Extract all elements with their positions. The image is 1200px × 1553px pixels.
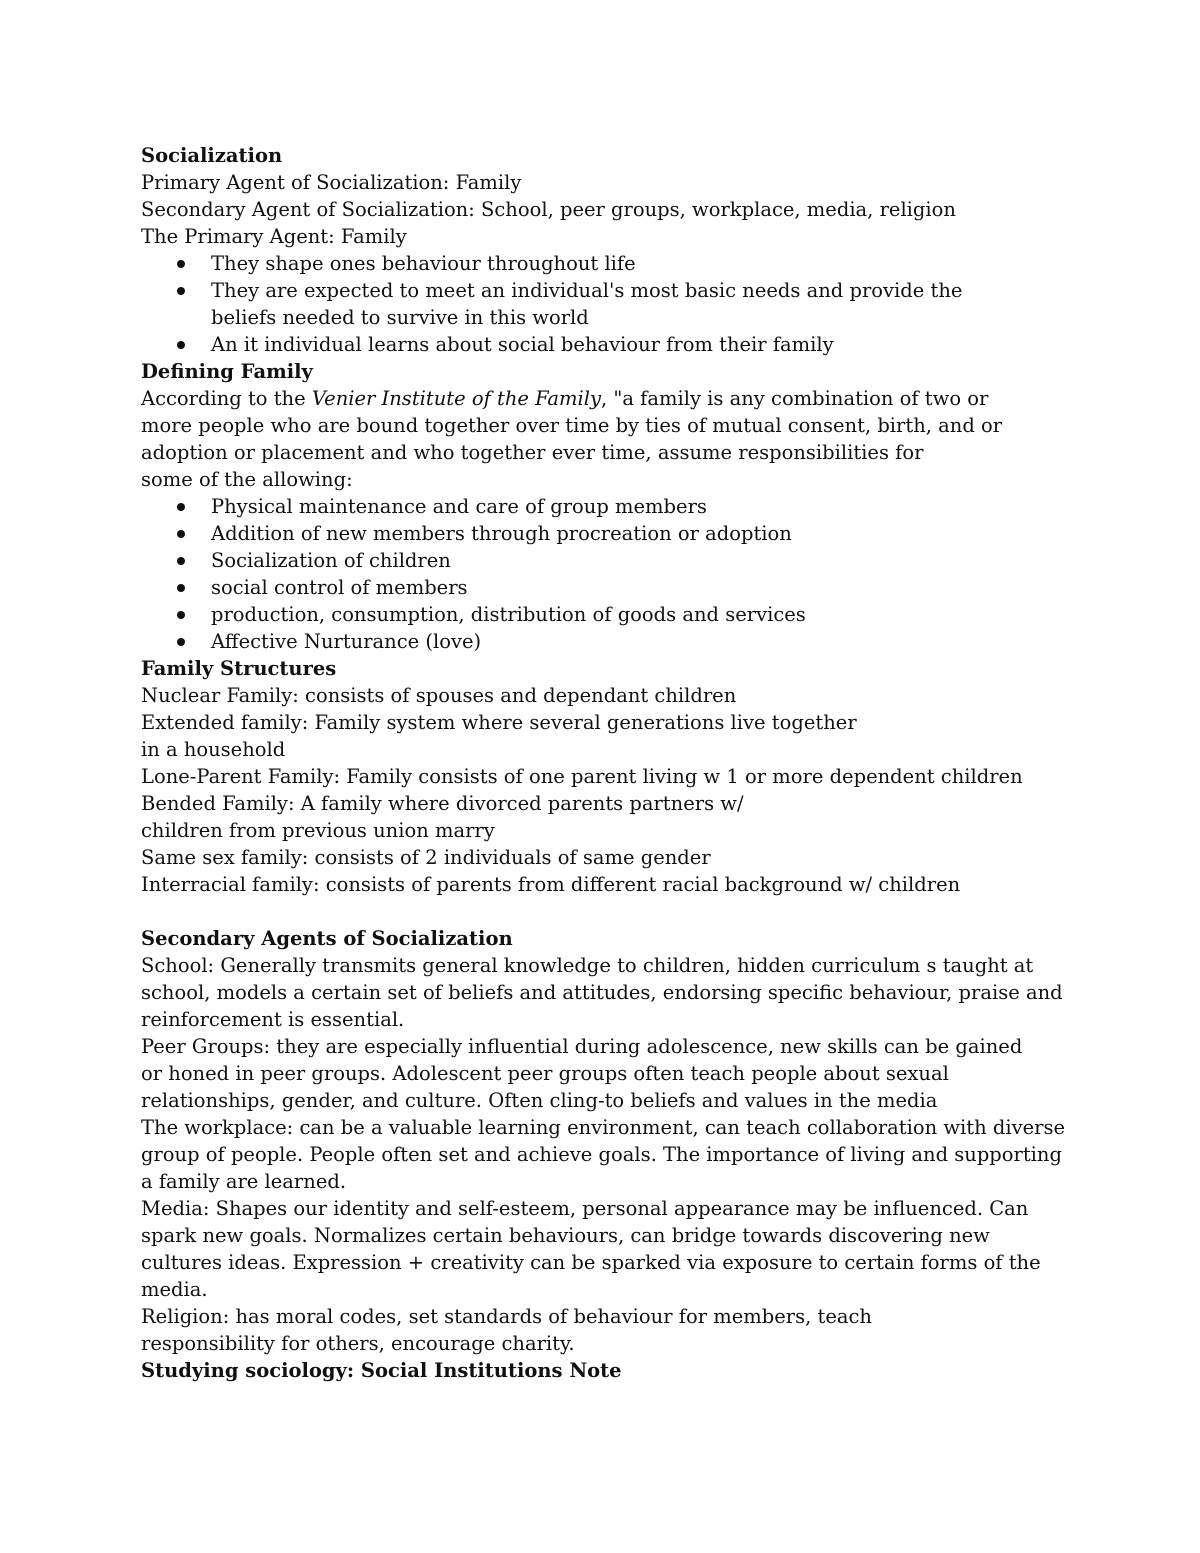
list-item: production, consumption, distribution of goods and services bbox=[141, 601, 1071, 628]
family-structure-line: Interracial family: consists of parents from different racial background w/ children bbox=[141, 873, 961, 896]
secondary-agents-heading: Secondary Agents of Socialization bbox=[141, 927, 513, 950]
family-structure-line: Lone-Parent Family: Family consists of one parent living w 1 or more dependent children bbox=[141, 765, 1023, 788]
bullet-icon bbox=[177, 611, 185, 619]
bullet-icon bbox=[177, 503, 185, 511]
institute-name: Venier Institute of the Family bbox=[311, 387, 601, 410]
secondary-agent-paragraph: The workplace: can be a valuable learning environment, can teach collaboration with diverse group of people. People often set and achieve goals. The importance of living and supporting a family are learned. bbox=[141, 1116, 1066, 1193]
family-structure-line: Nuclear Family: consists of spouses and dependant children bbox=[141, 684, 737, 707]
secondary-agent-paragraph: Religion: has moral codes, set standards of behaviour for members, teach responsibility for others, encourage charity. bbox=[141, 1305, 872, 1355]
primary-agent-line: Primary Agent of Socialization: Family bbox=[141, 171, 522, 194]
defining-family-intro-tail: some of the allowing: bbox=[141, 468, 353, 491]
bullet-icon bbox=[177, 638, 185, 646]
secondary-agent-paragraph: Media: Shapes our identity and self-esteem, personal appearance may be influenced. Can spark new goals. Normalizes certain behaviours, can bridge towards discovering new cultures ideas. Expression + creativity can be sparked via exposure to certain forms of the media. bbox=[141, 1197, 1041, 1301]
list-item: An it individual learns about social behaviour from their family bbox=[141, 331, 1071, 358]
family-structure-line: Same sex family: consists of 2 individuals of same gender bbox=[141, 846, 711, 869]
family-structure-line: Bended Family: A family where divorced parents partners w/ bbox=[141, 792, 744, 815]
defining-family-intro: According to the Venier Institute of the Family, "a family is any combination of two or more people who are bound together over time by ties of mutual consent, birth, and or adoption or placement and who together ever time, assume responsibilities for bbox=[141, 387, 1003, 464]
family-structure-line: Extended family: Family system where several generations live together bbox=[141, 711, 857, 734]
bullet-icon bbox=[177, 287, 185, 295]
list-item: Physical maintenance and care of group members bbox=[141, 493, 1071, 520]
family-structures-heading: Family Structures bbox=[141, 657, 337, 680]
primary-agent-title: The Primary Agent: Family bbox=[141, 225, 407, 248]
socialization-heading: Socialization bbox=[141, 144, 283, 167]
bullet-icon bbox=[177, 584, 185, 592]
bullet-icon bbox=[177, 530, 185, 538]
primary-agent-list bbox=[141, 250, 1071, 358]
blank-line bbox=[141, 898, 1071, 925]
list-item: Socialization of children bbox=[141, 547, 1071, 574]
list-item: They are expected to meet an individual's most basic needs and provide the beliefs needed to survive in this world bbox=[141, 277, 1071, 331]
family-responsibilities-list bbox=[141, 493, 1071, 655]
secondary-agent-line: Secondary Agent of Socialization: School, peer groups, workplace, media, religion bbox=[141, 198, 956, 221]
bullet-icon bbox=[177, 557, 185, 565]
list-item: social control of members bbox=[141, 574, 1071, 601]
bullet-icon bbox=[177, 341, 185, 349]
document-page bbox=[141, 142, 1071, 1384]
footer-heading: Studying sociology: Social Institutions Note bbox=[141, 1359, 622, 1382]
defining-family-heading: Defining Family bbox=[141, 360, 313, 383]
list-item: Addition of new members through procreation or adoption bbox=[141, 520, 1071, 547]
family-structure-line: children from previous union marry bbox=[141, 819, 495, 842]
secondary-agent-paragraph: School: Generally transmits general knowledge to children, hidden curriculum s taught at school, models a certain set of beliefs and attitudes, endorsing specific behaviour, praise and reinforcement is essential. bbox=[141, 954, 1063, 1031]
bullet-icon bbox=[177, 260, 185, 268]
family-structure-line: in a household bbox=[141, 738, 286, 761]
secondary-agent-paragraph: Peer Groups: they are especially influential during adolescence, new skills can be gained or honed in peer groups. Adolescent peer groups often teach people about sexual relationships, gender, and culture. Often cling-to beliefs and values in the media bbox=[141, 1035, 1023, 1112]
list-item: Affective Nurturance (love) bbox=[141, 628, 1071, 655]
list-item: They shape ones behaviour throughout life bbox=[141, 250, 1071, 277]
